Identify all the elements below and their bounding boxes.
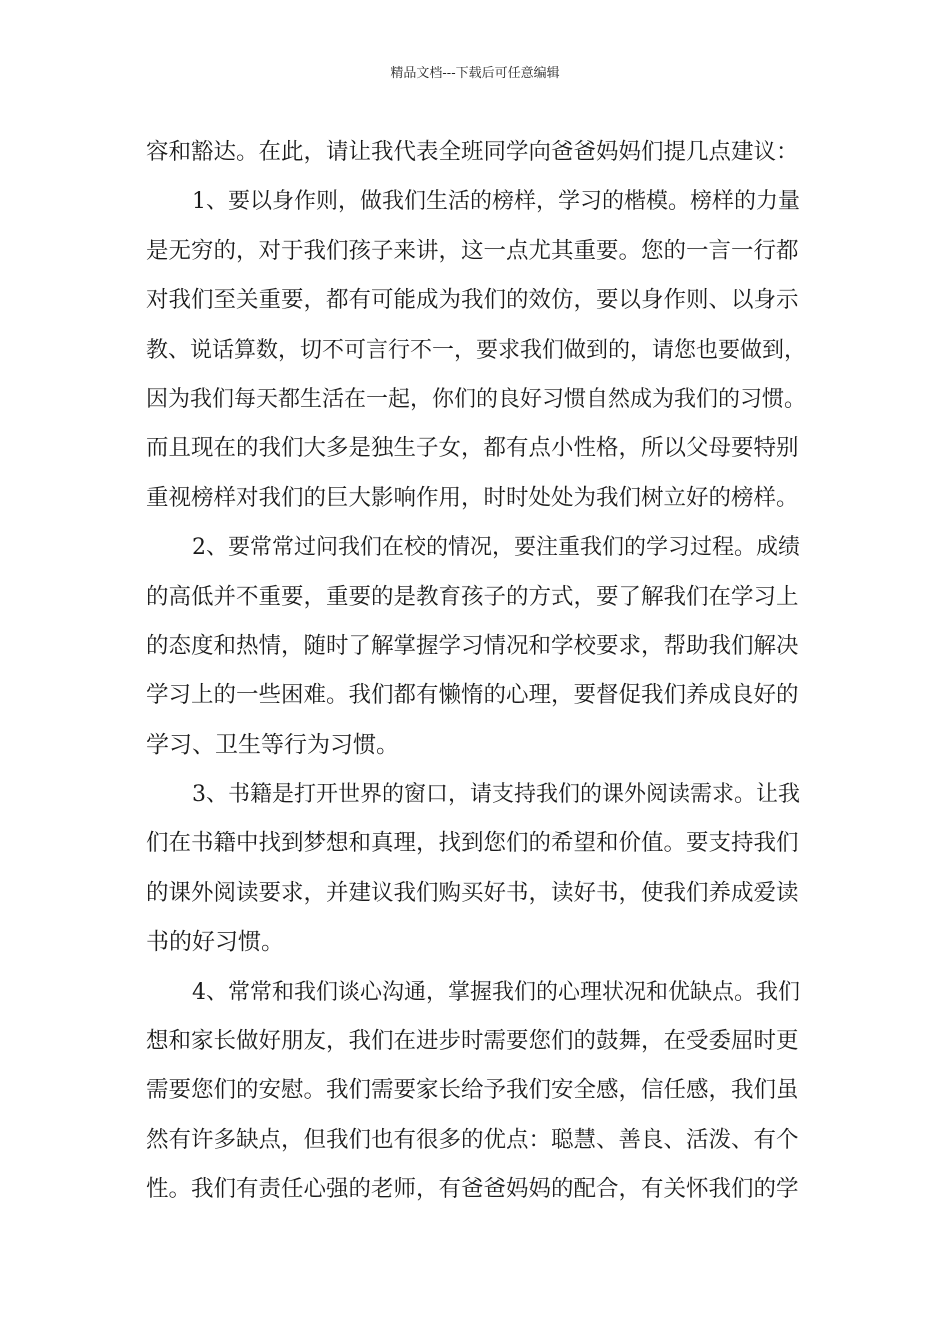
text-line: 1、要以身作则，做我们生活的榜样，学习的楷模。榜样的力量 — [192, 189, 800, 215]
text-line: 的高低并不重要，重要的是教育孩子的方式，要了解我们在学习上 — [146, 583, 799, 610]
text-line: 容和豁达。在此，请让我代表全班同学向爸爸妈妈们提几点建议： — [146, 139, 799, 165]
text-line: 3、书籍是打开世界的窗口，请支持我们的课外阅读需求。让我 — [192, 782, 800, 808]
text-line: 2、要常常过问我们在校的情况，要注重我们的学习过程。成绩 — [192, 535, 800, 561]
text-line: 学习、卫生等行为习惯。 — [146, 731, 399, 758]
text-line: 4、常常和我们谈心沟通，掌握我们的心理状况和优缺点。我们 — [192, 979, 800, 1005]
text-line: 书的好习惯。 — [146, 929, 284, 956]
document-body — [146, 128, 806, 1215]
text-line: 然有许多缺点，但我们也有很多的优点：聪慧、善良、活泼、有个 — [146, 1126, 799, 1153]
text-line: 们在书籍中找到梦想和真理，找到您们的希望和价值。要支持我们 — [146, 830, 799, 857]
text-line: 学习上的一些困难。我们都有懒惰的心理，要督促我们养成良好的 — [146, 682, 799, 709]
text-line: 想和家长做好朋友，我们在进步时需要您们的鼓舞，在受委屈时更 — [146, 1028, 799, 1055]
text-line: 的课外阅读要求，并建议我们购买好书，读好书，使我们养成爱读 — [146, 879, 799, 906]
text-line: 性。我们有责任心强的老师，有爸爸妈妈的配合，有关怀我们的学 — [146, 1176, 799, 1203]
text-line: 重视榜样对我们的巨大影响作用，时时处处为我们树立好的榜样。 — [146, 484, 799, 511]
page-header: 精品文档---下载后可任意编辑 — [390, 66, 560, 81]
text-line: 教、说话算数，切不可言行不一，要求我们做到的，请您也要做到， — [146, 337, 807, 363]
text-line: 的态度和热情，随时了解掌握学习情况和学校要求，帮助我们解决 — [146, 632, 799, 659]
text-line: 对我们至关重要，都有可能成为我们的效仿，要以身作则、以身示 — [146, 287, 799, 314]
text-line: 需要您们的安慰。我们需要家长给予我们安全感，信任感，我们虽 — [146, 1077, 799, 1104]
text-line: 而且现在的我们大多是独生子女，都有点小性格，所以父母要特别 — [146, 435, 799, 462]
text-line: 因为我们每天都生活在一起，你们的良好习惯自然成为我们的习惯。 — [146, 386, 807, 412]
text-line: 是无穷的，对于我们孩子来讲，这一点尤其重要。您的一言一行都 — [146, 237, 799, 264]
